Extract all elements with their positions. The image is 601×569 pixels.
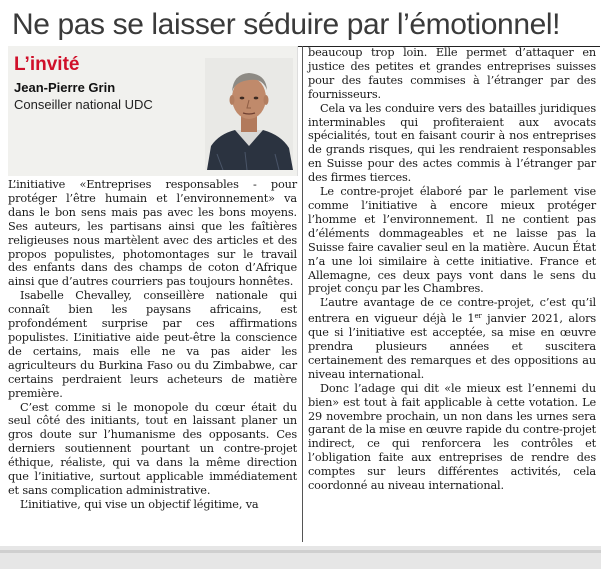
paragraph: L’autre avantage de ce contre-projet, c’est qu’il entrera en vigueur déjà le 1er janvier 2021, alors que si l’initiative est acceptée, sa mise en œuvre prendra plusieurs années et suscitera certainement des remarques et des oppositions au niveau international. <box>308 296 596 381</box>
paragraph: L’initiative «Entreprises responsables - pour protéger l’être humain et l’environnement» va dans le bon sens mais pas avec les bons moyens. Ses auteurs, les partisans ainsi que les faîtières religieuses nous martèlent avec des articles et des propos populistes, photomontages sur le travail des enfants dans des champs de coton d’Afrique ainsi que d’autres courriers pas toujours honnêtes. <box>8 178 297 289</box>
paragraph: L’initiative, qui vise un objectif légitime, va <box>20 497 259 511</box>
author-name: Jean-Pierre Grin <box>14 80 116 95</box>
author-role: Conseiller national UDC <box>14 97 153 112</box>
author-portrait <box>205 58 293 170</box>
right-column <box>308 46 596 542</box>
paragraph: C’est comme si le monopole du cœur était du seul côté des initiants, tout en laissant planer un gros doute sur l’humanisme des opposants. Ces derniers soutiennent pourtant un contre-projet éthique, réaliste, qui va dans la même direction que l’initiative, surtout applicable immédiatement et sans complication administrative. <box>8 400 297 497</box>
column-divider <box>302 46 303 542</box>
paragraph: Donc l’adage qui dit «le mieux est l’ennemi du bien» est tout à fait applicable à cette votation. Le 29 novembre prochain, un non dans les urnes sera garant de la mise en œuvre rapide du contre-projet indirect, ce qui renforcera les contrôles et l’obligation faite aux entreprises de rendre des comptes sur leurs différentes activités, cela coordonné au niveau international. <box>308 381 596 493</box>
left-column <box>8 46 297 542</box>
guest-label: L’invité <box>14 54 80 75</box>
paragraph: beaucoup trop loin. Elle permet d’attaquer en justice des petites et grandes entreprises suisses pour des fautes commises à l’étranger par des fournisseurs. <box>308 46 596 101</box>
paragraph: Le contre-projet élaboré par le parlement vise comme l’initiative à encore mieux protéger l’homme et l’environnement. Il ne contient pas d’éléments dommageables et ne laisse pas la Suisse faire cavalier seul en la matière. Aucun État n’a une loi similaire à cette initiative. France et Allemagne, ces deux pays vont dans le sens du projet conçu par les Chambres. <box>308 185 596 296</box>
left-body-text <box>8 178 297 512</box>
paragraph: Isabelle Chevalley, conseillère nationale qui connaît bien les paysans africains, est profondément surprise par ces affirmations populistes. L’initiative aide peut-être la conscience de certains, mais elle ne va pas aider les agriculteurs du Burkina Faso ou du Zimbabwe, car certains perdraient leurs acheteurs de matière première. <box>8 289 297 400</box>
article-headline: Ne pas se laisser séduire par l’émotionnel! <box>12 8 561 41</box>
page-edge-strip <box>0 546 601 569</box>
right-body-text <box>308 46 596 493</box>
guest-box <box>8 46 298 176</box>
paragraph: Cela va les conduire vers des batailles juridiques interminables qui profiteraient aux avocats spécialités, tout en faisant courir à nos entreprises de grands risques, qui les rendraient responsables en Suisse pour des actes commis à l’étranger par des firmes tierces. <box>308 101 596 185</box>
